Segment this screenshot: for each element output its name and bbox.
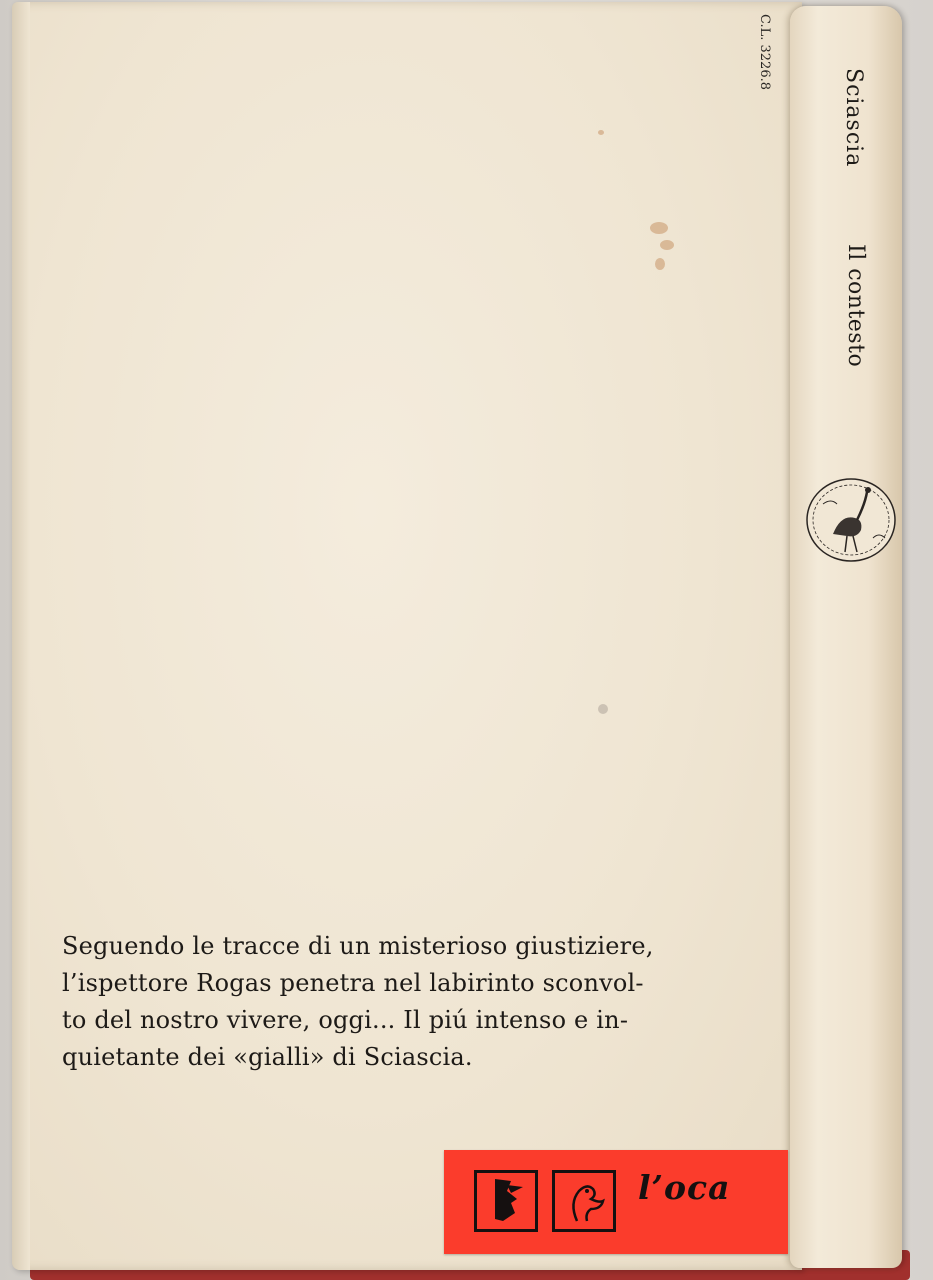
blurb-line: l’ispettore Rogas penetra nel labirinto sconvol- <box>62 969 644 997</box>
back-cover-blurb <box>62 928 782 1076</box>
cover-left-fold <box>12 2 30 1270</box>
publisher-sticker <box>444 1150 788 1254</box>
cover-stain <box>650 222 668 234</box>
blurb-line: to del nostro vivere, oggi... Il piú intenso e in- <box>62 1006 629 1034</box>
cover-stain <box>660 240 674 250</box>
cover-stain <box>598 704 608 714</box>
book-back-cover <box>12 2 802 1270</box>
spine-title: Il contesto <box>843 244 868 368</box>
cover-stain <box>655 258 665 270</box>
blurb-line: quietante dei «gialli» di Sciascia. <box>62 1043 473 1071</box>
ostrich-emblem-icon <box>803 474 899 566</box>
profile-silhouette-icon <box>474 1170 538 1232</box>
spine-author: Sciascia <box>841 68 866 168</box>
catalog-code: C.L. 3226.8 <box>757 14 772 91</box>
book-spine <box>790 6 902 1268</box>
cover-stain <box>598 130 604 135</box>
sticker-label: l’oca <box>638 1168 731 1207</box>
goose-head-icon <box>552 1170 616 1232</box>
blurb-line: Seguendo le tracce di un misterioso giustiziere, <box>62 932 654 960</box>
